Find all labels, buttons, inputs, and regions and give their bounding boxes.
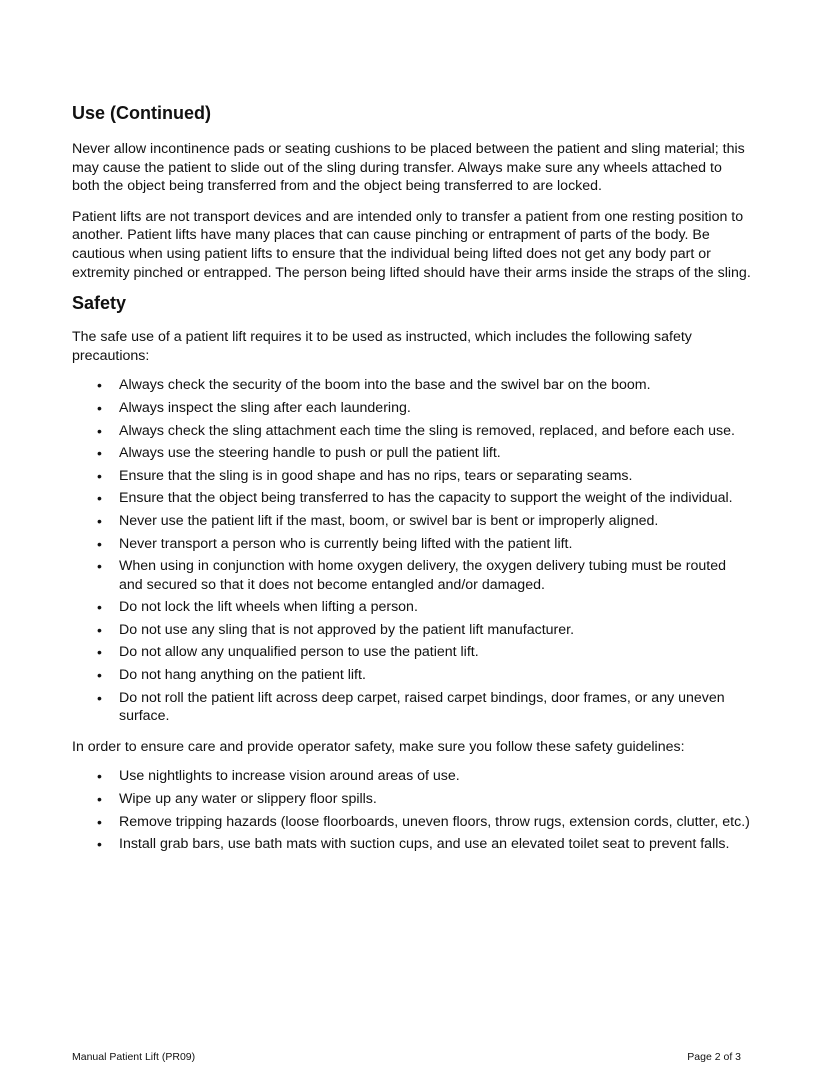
list-item: • Always check the sling attachment each time the sling is removed, replaced, and before each use. <box>119 422 752 441</box>
list-item: • Do not lock the lift wheels when lifting a person. <box>119 598 752 617</box>
list-item: • Never use the patient lift if the mast, boom, or swivel bar is bent or improperly aligned. <box>119 512 752 531</box>
safety-precautions-list <box>72 376 752 726</box>
list-item: • Use nightlights to increase vision around areas of use. <box>119 767 752 786</box>
list-item: • When using in conjunction with home oxygen delivery, the oxygen delivery tubing must be routed and secured so that it does not become entangled and/or damaged. <box>119 557 752 594</box>
heading-use-continued: Use (Continued) <box>72 103 211 123</box>
safety-guidelines-list <box>72 767 752 853</box>
list-item: • Never transport a person who is currently being lifted with the patient lift. <box>119 535 752 554</box>
list-item: • Do not roll the patient lift across deep carpet, raised carpet bindings, door frames, or any uneven surface. <box>119 689 752 726</box>
list-item: • Ensure that the object being transferred to has the capacity to support the weight of the individual. <box>119 489 752 508</box>
list-item: • Always inspect the sling after each laundering. <box>119 399 752 418</box>
footer-page-number: Page 2 of 3 <box>687 1051 741 1063</box>
heading-safety: Safety <box>72 293 127 314</box>
list-item: • Remove tripping hazards (loose floorboards, uneven floors, throw rugs, extension cords, clutter, etc.) <box>119 813 752 832</box>
use-paragraph-1: Never allow incontinence pads or seating cushions to be placed between the patient and sling material; this may cause the patient to slide out of the sling during transfer. Always make sure any wheels attached to both the object being transferred from and the object being transferred to are locked. <box>72 141 745 195</box>
safety-intro: The safe use of a patient lift requires it to be used as instructed, which includes the following safety precautions: <box>72 329 692 364</box>
list-item: • Ensure that the sling is in good shape and has no rips, tears or separating seams. <box>119 467 752 486</box>
guidelines-intro: In order to ensure care and provide operator safety, make sure you follow these safety guidelines: <box>72 738 685 755</box>
use-paragraph-2: Patient lifts are not transport devices and are intended only to transfer a patient from one resting position to another. Patient lifts have many places that can cause pinching or entrapment of parts of the body. Be cautious when using patient lifts to ensure that the individual being lifted does not get any body part or extremity pinched or entrapped. The person being lifted should have their arms inside the straps of the sling. <box>72 208 751 281</box>
list-item: • Do not allow any unqualified person to use the patient lift. <box>119 643 752 662</box>
list-item: • Always use the steering handle to push or pull the patient lift. <box>119 444 752 463</box>
footer-document-title: Manual Patient Lift (PR09) <box>72 1051 196 1063</box>
list-item: • Wipe up any water or slippery floor spills. <box>119 790 752 809</box>
list-item: • Install grab bars, use bath mats with suction cups, and use an elevated toilet seat to prevent falls. <box>119 835 752 854</box>
list-item: • Do not hang anything on the patient lift. <box>119 666 752 685</box>
page-content <box>72 101 752 858</box>
list-item: • Always check the security of the boom into the base and the swivel bar on the boom. <box>119 376 752 395</box>
list-item: • Do not use any sling that is not approved by the patient lift manufacturer. <box>119 621 752 640</box>
